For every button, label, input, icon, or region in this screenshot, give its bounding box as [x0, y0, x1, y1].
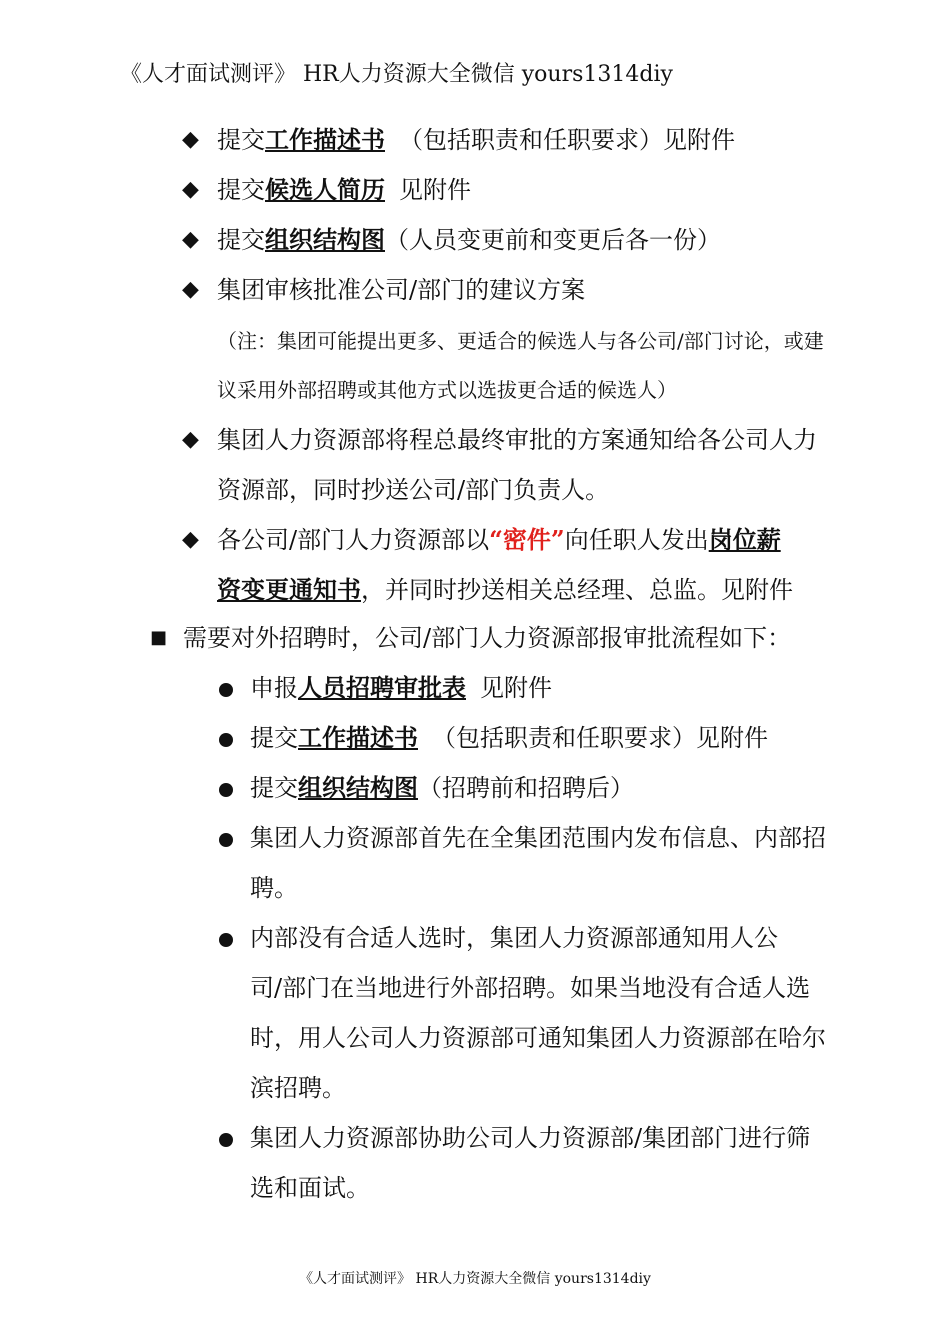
section-title: 需要对外招聘时，公司/部门人力资源部报审批流程如下： [183, 624, 792, 652]
square-bullet-icon: ■ [150, 627, 168, 648]
diamond-bullet-icon: ◆ [182, 177, 199, 202]
list-item [250, 672, 552, 704]
item-suffix: 见附件 [399, 176, 471, 204]
attachment-link-job-description[interactable]: 工作描述书 [298, 723, 418, 752]
confidential-label: “密件” [489, 525, 565, 554]
list-item-line: 内部没有合适人选时，集团人力资源部通知用人公 [250, 924, 778, 952]
round-bullet-icon [219, 932, 233, 951]
item-suffix: （包括职责和任职要求）见附件 [432, 724, 768, 752]
attachment-link-salary-notice[interactable]: 岗位薪 [708, 525, 781, 554]
item-middle: 向任职人发出 [564, 526, 709, 554]
attachment-link-org-chart[interactable]: 组织结构图 [298, 773, 418, 802]
list-item-line [217, 574, 793, 606]
list-item-line: 资源部，同时抄送公司/部门负责人。 [217, 476, 610, 504]
note-line: （注：集团可能提出更多、更适合的候选人与各公司/部门讨论，或建 [217, 329, 824, 353]
item-suffix: （招聘前和招聘后） [418, 774, 634, 802]
item-suffix: 见附件 [480, 674, 552, 702]
page-header: 《人才面试测评》 HR人力资源大全微信 yours1314diy [120, 62, 673, 87]
list-item-line: 聘。 [250, 874, 298, 902]
item-suffix: （包括职责和任职要求）见附件 [399, 126, 735, 154]
item-prefix: 提交 [250, 724, 298, 752]
diamond-bullet-icon: ◆ [182, 127, 199, 152]
round-bullet-icon [219, 782, 233, 801]
item-prefix: 提交 [217, 176, 265, 204]
round-bullet-icon [219, 832, 233, 851]
note-line: 议采用外部招聘或其他方式以选拔更合适的候选人） [217, 378, 677, 402]
list-item [217, 224, 721, 256]
item-prefix: 提交 [217, 226, 265, 254]
attachment-link-org-chart[interactable]: 组织结构图 [265, 225, 385, 254]
list-item [250, 772, 634, 804]
round-bullet-icon [219, 1132, 233, 1151]
list-item-line: 滨招聘。 [250, 1074, 346, 1102]
list-item-line: 司/部门在当地进行外部招聘。如果当地没有合适人选 [250, 974, 811, 1002]
list-item-line: 时，用人公司人力资源部可通知集团人力资源部在哈尔 [250, 1024, 826, 1052]
list-item: 集团审核批准公司/部门的建议方案 [217, 276, 586, 304]
diamond-bullet-icon: ◆ [182, 427, 199, 452]
list-item [217, 174, 471, 206]
list-item [250, 722, 768, 754]
list-item [217, 524, 781, 556]
round-bullet-icon [219, 732, 233, 751]
list-item-line: 集团人力资源部将程总最终审批的方案通知给各公司人力 [217, 426, 817, 454]
item-prefix: 各公司/部门人力资源部以 [217, 526, 490, 554]
attachment-link-salary-notice-cont[interactable]: 资变更通知书 [217, 575, 361, 604]
list-item-line: 集团人力资源部首先在全集团范围内发布信息、内部招 [250, 824, 826, 852]
diamond-bullet-icon: ◆ [182, 227, 199, 252]
page-footer: 《人才面试测评》 HR人力资源大全微信 yours1314diy [299, 1271, 651, 1287]
item-suffix: （人员变更前和变更后各一份） [385, 226, 721, 254]
diamond-bullet-icon: ◆ [182, 527, 199, 552]
attachment-link-job-description[interactable]: 工作描述书 [265, 125, 385, 154]
item-prefix: 提交 [217, 126, 265, 154]
list-item-line: 选和面试。 [250, 1174, 370, 1202]
item-suffix: ，并同时抄送相关总经理、总监。见附件 [361, 576, 793, 604]
attachment-link-recruitment-form[interactable]: 人员招聘审批表 [298, 673, 466, 702]
item-prefix: 申报 [250, 674, 298, 702]
list-item-line: 集团人力资源部协助公司人力资源部/集团部门进行筛 [250, 1124, 811, 1152]
diamond-bullet-icon: ◆ [182, 277, 199, 302]
item-prefix: 提交 [250, 774, 298, 802]
attachment-link-resume[interactable]: 候选人简历 [265, 175, 385, 204]
list-item [217, 124, 735, 156]
round-bullet-icon [219, 682, 233, 701]
